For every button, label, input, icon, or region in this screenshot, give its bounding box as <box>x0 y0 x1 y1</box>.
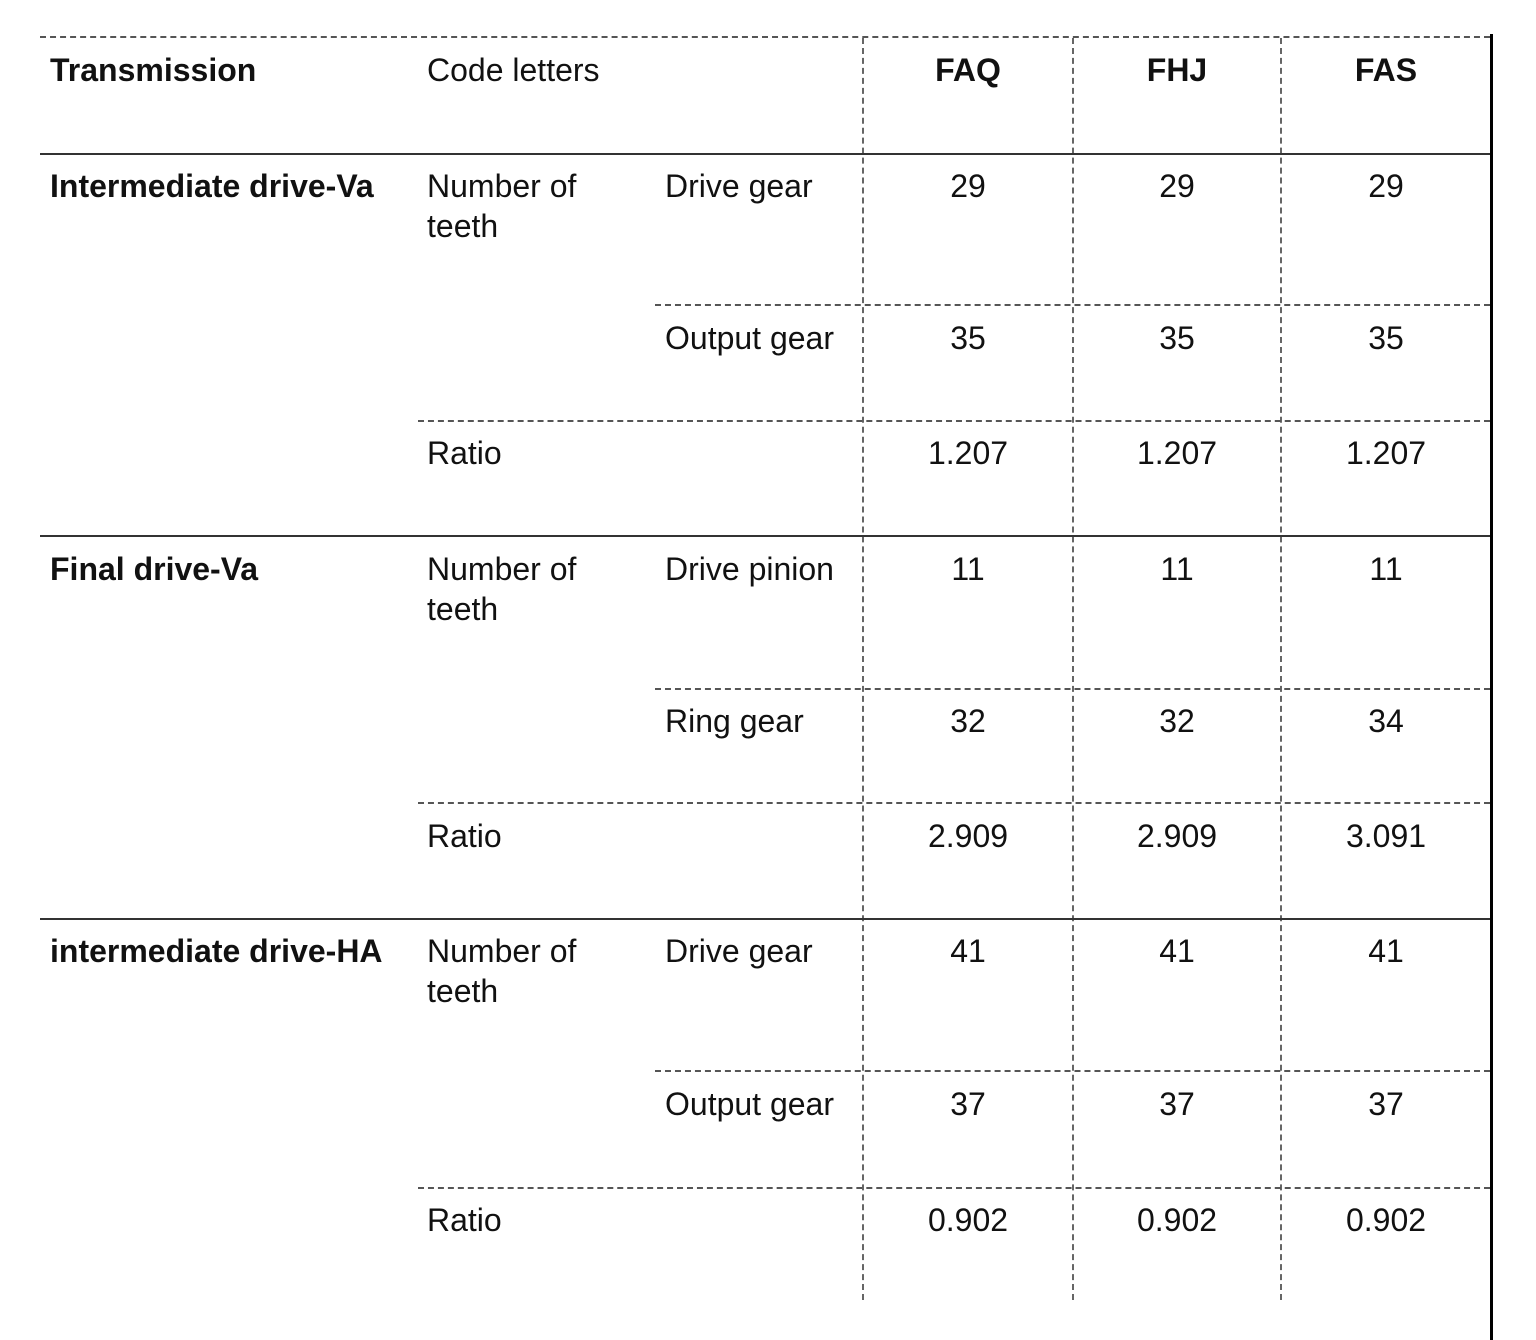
row-rule <box>655 304 1490 306</box>
ratio-value: 0.902 <box>1345 1202 1427 1238</box>
teeth-label: Number of teeth <box>427 933 577 1009</box>
table-right-border <box>1490 34 1493 1340</box>
row-rule <box>418 802 1490 804</box>
value-cell: 35 <box>950 320 986 356</box>
value-cell: 41 <box>1159 933 1195 969</box>
ratio-value: 3.091 <box>1345 818 1427 854</box>
row-label: Output gear <box>665 320 834 356</box>
value-cell: 11 <box>1369 551 1403 587</box>
table-top-border <box>40 36 1490 38</box>
value-cell: 35 <box>1368 320 1404 356</box>
value-cell: 35 <box>1159 320 1195 356</box>
ratio-value: 2.909 <box>1136 818 1218 854</box>
ratio-value: 1.207 <box>1136 435 1218 471</box>
value-cell: 29 <box>1159 168 1195 204</box>
header-code-fas: FAS <box>1354 52 1418 88</box>
ratio-label: Ratio <box>427 1202 502 1238</box>
value-cell: 11 <box>1160 551 1194 587</box>
row-label: Drive gear <box>665 933 813 969</box>
header-transmission: Transmission <box>50 52 257 88</box>
section-rule <box>40 535 1490 537</box>
teeth-label: Number of teeth <box>427 168 577 244</box>
row-rule <box>655 688 1490 690</box>
section-name: Final drive-Va <box>50 551 259 587</box>
header-code-faq: FAQ <box>935 52 1001 88</box>
value-cell: 41 <box>1368 933 1404 969</box>
section-name: Intermediate drive-Va <box>50 168 374 204</box>
value-cell: 29 <box>950 168 986 204</box>
row-rule <box>655 1070 1490 1072</box>
ratio-label: Ratio <box>427 435 502 471</box>
row-label: Ring gear <box>665 703 804 739</box>
ratio-value: 1.207 <box>1345 435 1427 471</box>
header-code-letters: Code letters <box>427 52 600 88</box>
header-code-fhj: FHJ <box>1146 52 1208 88</box>
value-cell: 37 <box>950 1086 986 1122</box>
ratio-value: 2.909 <box>927 818 1009 854</box>
row-label: Output gear <box>665 1086 834 1122</box>
value-cell: 37 <box>1159 1086 1195 1122</box>
value-cell: 41 <box>950 933 986 969</box>
value-cell: 32 <box>1159 703 1195 739</box>
ratio-value: 0.902 <box>1136 1202 1218 1238</box>
ratio-value: 1.207 <box>927 435 1009 471</box>
row-rule <box>418 1187 1490 1189</box>
value-cell: 37 <box>1368 1086 1404 1122</box>
row-label: Drive gear <box>665 168 813 204</box>
header-rule <box>40 153 1490 155</box>
value-cell: 29 <box>1368 168 1404 204</box>
section-name: intermediate drive-HA <box>50 933 383 969</box>
value-cell: 34 <box>1368 703 1404 739</box>
section-rule <box>40 918 1490 920</box>
ratio-label: Ratio <box>427 818 502 854</box>
value-cell: 11 <box>951 551 985 587</box>
row-label: Drive pinion <box>665 551 834 587</box>
ratio-value: 0.902 <box>927 1202 1009 1238</box>
teeth-label: Number of teeth <box>427 551 577 627</box>
row-rule <box>418 420 1490 422</box>
value-cell: 32 <box>950 703 986 739</box>
